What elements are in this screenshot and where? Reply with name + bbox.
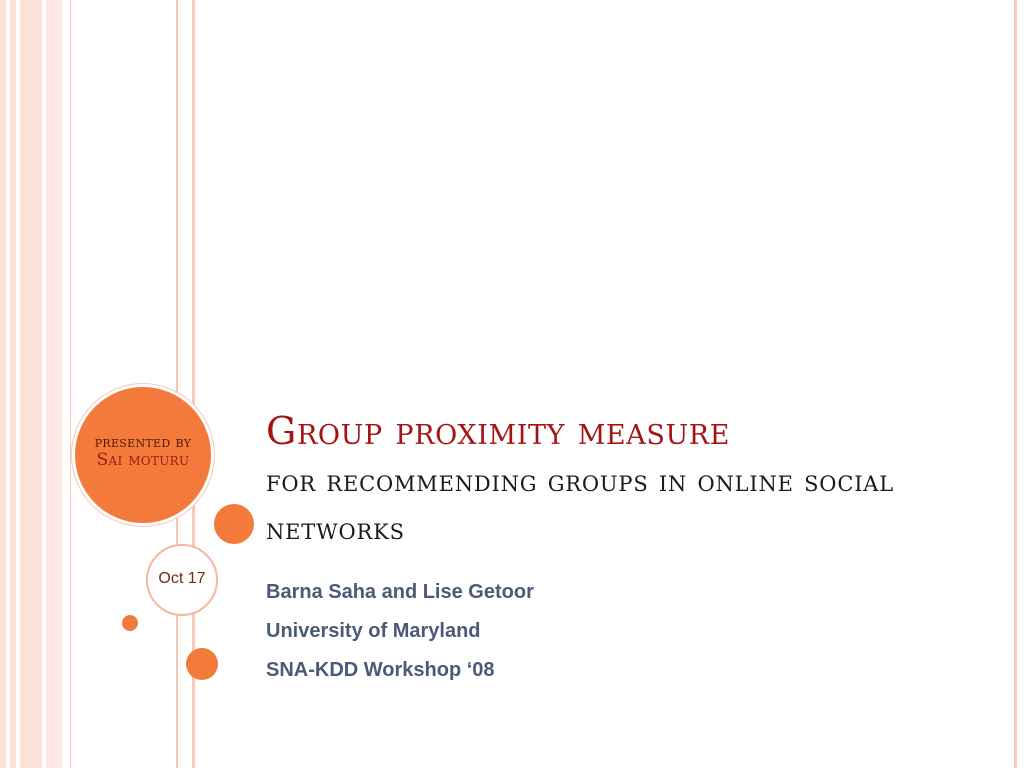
authors-text: Barna Saha and Lise Getoor	[266, 581, 534, 603]
title-main: Group proximity measure	[266, 409, 731, 453]
presented-by-label: presented by	[94, 433, 192, 451]
date-label: Oct 17	[158, 570, 206, 587]
decor-line-right	[1014, 0, 1017, 768]
decor-line	[70, 0, 71, 768]
title-sub: for recommending groups in online social networks	[266, 464, 894, 547]
presenter-badge	[72, 434, 214, 469]
affiliation-text: University of Maryland	[266, 620, 481, 642]
decor-line	[176, 0, 178, 768]
decor-stripe	[46, 0, 62, 768]
slide-title	[266, 404, 986, 554]
decor-dot	[122, 615, 138, 631]
decor-stripe	[10, 0, 16, 768]
decor-dot	[214, 504, 254, 544]
presenter-name: Sai moturu	[96, 449, 190, 470]
decor-dot	[186, 648, 218, 680]
venue-text: SNA-KDD Workshop ‘08	[266, 659, 495, 681]
slide-subtitle	[266, 578, 966, 695]
decor-stripe	[0, 0, 6, 768]
decor-stripe	[20, 0, 42, 768]
